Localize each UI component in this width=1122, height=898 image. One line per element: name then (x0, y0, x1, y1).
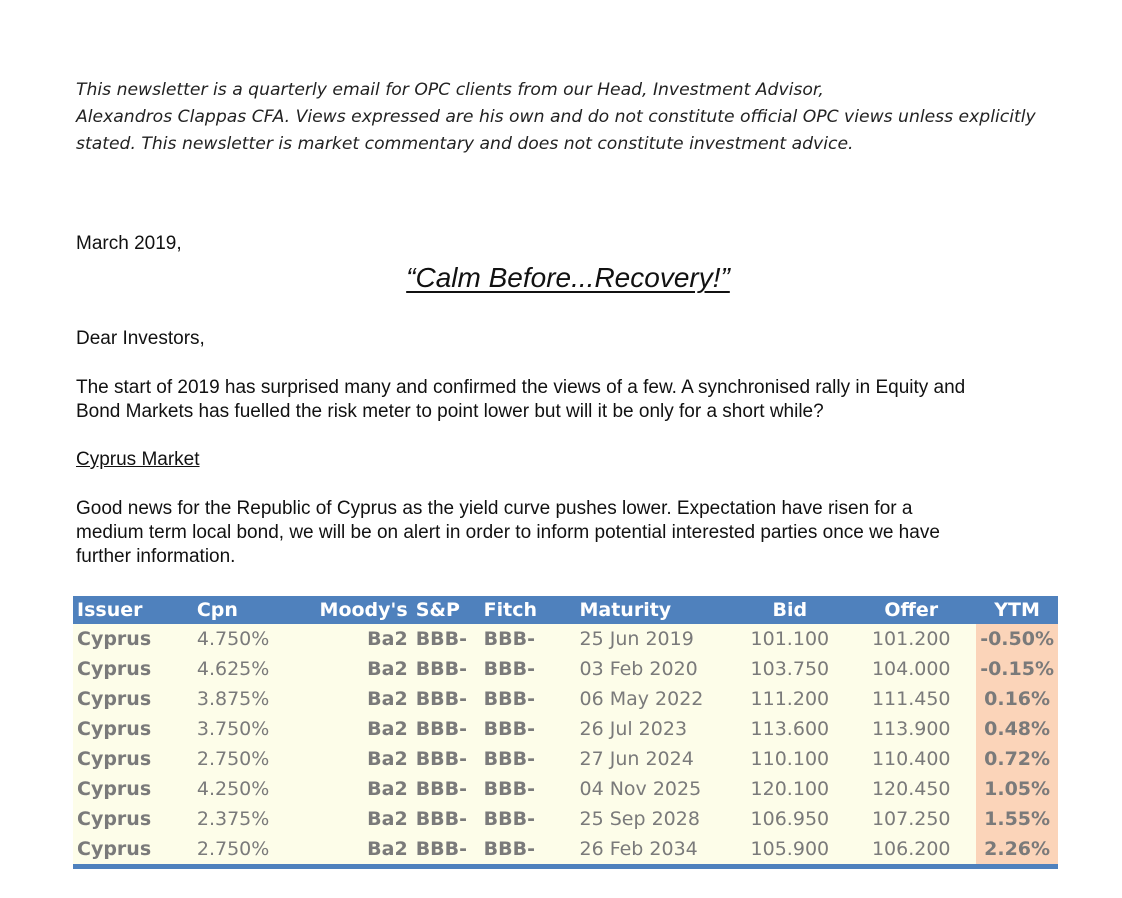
table-row (73, 804, 1058, 834)
table-row (73, 654, 1058, 684)
cell-ytm: -0.15% (976, 654, 1058, 684)
greeting: Dear Investors, (76, 328, 205, 349)
cell-moodys: Ba2 (301, 804, 412, 834)
cell-issuer: Cyprus (73, 744, 193, 774)
cell-issuer: Cyprus (73, 714, 193, 744)
table-row (73, 714, 1058, 744)
cell-bid: 103.750 (733, 654, 846, 684)
disclaimer-line: Alexandros Clappas CFA. Views expressed are his own and do not constitute official OPC views unless explicitly (76, 107, 1036, 127)
cell-issuer: Cyprus (73, 804, 193, 834)
cell-ytm: 0.16% (976, 684, 1058, 714)
table-row (73, 684, 1058, 714)
cell-ytm: 2.26% (976, 834, 1058, 867)
newsletter-title-row (0, 262, 1122, 294)
cell-fitch: BBB- (480, 774, 576, 804)
cell-sp: BBB- (412, 834, 480, 867)
intro-paragraph (76, 376, 965, 424)
cell-fitch: BBB- (480, 714, 576, 744)
header-offer: Offer (846, 596, 976, 624)
cell-moodys: Ba2 (301, 834, 412, 867)
cell-cpn: 2.750% (193, 744, 301, 774)
cell-cpn: 2.750% (193, 834, 301, 867)
cell-bid: 110.100 (733, 744, 846, 774)
cell-maturity: 06 May 2022 (576, 684, 734, 714)
header-issuer: Issuer (73, 596, 193, 624)
bond-table (73, 596, 1058, 869)
cell-fitch: BBB- (480, 654, 576, 684)
cell-cpn: 3.875% (193, 684, 301, 714)
cyprus-paragraph (76, 497, 940, 569)
cell-moodys: Ba2 (301, 624, 412, 654)
cell-ytm: -0.50% (976, 624, 1058, 654)
disclaimer-line: This newsletter is a quarterly email for OPC clients from our Head, Investment Advisor, (76, 80, 824, 100)
cell-fitch: BBB- (480, 624, 576, 654)
cell-moodys: Ba2 (301, 684, 412, 714)
table-row (73, 744, 1058, 774)
cell-ytm: 1.55% (976, 804, 1058, 834)
cell-sp: BBB- (412, 714, 480, 744)
cell-moodys: Ba2 (301, 714, 412, 744)
cell-fitch: BBB- (480, 804, 576, 834)
cell-issuer: Cyprus (73, 834, 193, 867)
cell-sp: BBB- (412, 654, 480, 684)
cell-moodys: Ba2 (301, 774, 412, 804)
cell-sp: BBB- (412, 684, 480, 714)
table-row (73, 774, 1058, 804)
cell-moodys: Ba2 (301, 744, 412, 774)
cell-maturity: 25 Sep 2028 (576, 804, 734, 834)
cell-bid: 113.600 (733, 714, 846, 744)
header-bid: Bid (733, 596, 846, 624)
table-header-row (73, 596, 1058, 624)
cell-fitch: BBB- (480, 684, 576, 714)
section-heading-cyprus-market: Cyprus Market (76, 449, 200, 470)
cyprus-line: medium term local bond, we will be on alert in order to inform potential interested parties once we have (76, 522, 940, 543)
disclaimer-line: stated. This newsletter is market commentary and does not constitute investment advice. (76, 134, 854, 154)
cell-ytm: 0.72% (976, 744, 1058, 774)
header-moodys: Moody's (301, 596, 412, 624)
cell-fitch: BBB- (480, 744, 576, 774)
cell-maturity: 25 Jun 2019 (576, 624, 734, 654)
newsletter-title: “Calm Before...Recovery!” (406, 262, 730, 293)
header-maturity: Maturity (576, 596, 734, 624)
cell-ytm: 1.05% (976, 774, 1058, 804)
cell-moodys: Ba2 (301, 654, 412, 684)
intro-line: Bond Markets has fuelled the risk meter to point lower but will it be only for a short while? (76, 401, 824, 422)
cell-cpn: 4.250% (193, 774, 301, 804)
table-row (73, 834, 1058, 867)
header-cpn: Cpn (193, 596, 301, 624)
cell-issuer: Cyprus (73, 624, 193, 654)
cell-issuer: Cyprus (73, 774, 193, 804)
cell-offer: 101.200 (846, 624, 976, 654)
cyprus-line: further information. (76, 546, 236, 567)
cell-bid: 105.900 (733, 834, 846, 867)
cell-bid: 111.200 (733, 684, 846, 714)
cell-maturity: 26 Jul 2023 (576, 714, 734, 744)
cell-offer: 104.000 (846, 654, 976, 684)
cell-cpn: 4.750% (193, 624, 301, 654)
cell-offer: 120.450 (846, 774, 976, 804)
cell-cpn: 4.625% (193, 654, 301, 684)
cell-sp: BBB- (412, 774, 480, 804)
intro-line: The start of 2019 has surprised many and confirmed the views of a few. A synchronised rally in Equity and (76, 377, 966, 398)
cell-offer: 106.200 (846, 834, 976, 867)
cell-bid: 101.100 (733, 624, 846, 654)
cyprus-line: Good news for the Republic of Cyprus as the yield curve pushes lower. Expectation have risen for a (76, 498, 913, 519)
header-ytm: YTM (976, 596, 1058, 624)
cell-maturity: 04 Nov 2025 (576, 774, 734, 804)
header-sp: S&P (412, 596, 480, 624)
cell-issuer: Cyprus (73, 654, 193, 684)
cell-maturity: 27 Jun 2024 (576, 744, 734, 774)
header-fitch: Fitch (480, 596, 576, 624)
newsletter-date: March 2019, (76, 233, 182, 254)
cell-fitch: BBB- (480, 834, 576, 867)
cell-sp: BBB- (412, 624, 480, 654)
table-row (73, 624, 1058, 654)
cell-sp: BBB- (412, 804, 480, 834)
cell-sp: BBB- (412, 744, 480, 774)
cell-maturity: 03 Feb 2020 (576, 654, 734, 684)
cell-bid: 106.950 (733, 804, 846, 834)
cell-offer: 113.900 (846, 714, 976, 744)
disclaimer (76, 77, 1086, 158)
cell-issuer: Cyprus (73, 684, 193, 714)
cell-ytm: 0.48% (976, 714, 1058, 744)
cell-maturity: 26 Feb 2034 (576, 834, 734, 867)
cell-offer: 110.400 (846, 744, 976, 774)
cell-cpn: 2.375% (193, 804, 301, 834)
cell-bid: 120.100 (733, 774, 846, 804)
cell-cpn: 3.750% (193, 714, 301, 744)
cell-offer: 107.250 (846, 804, 976, 834)
cell-offer: 111.450 (846, 684, 976, 714)
